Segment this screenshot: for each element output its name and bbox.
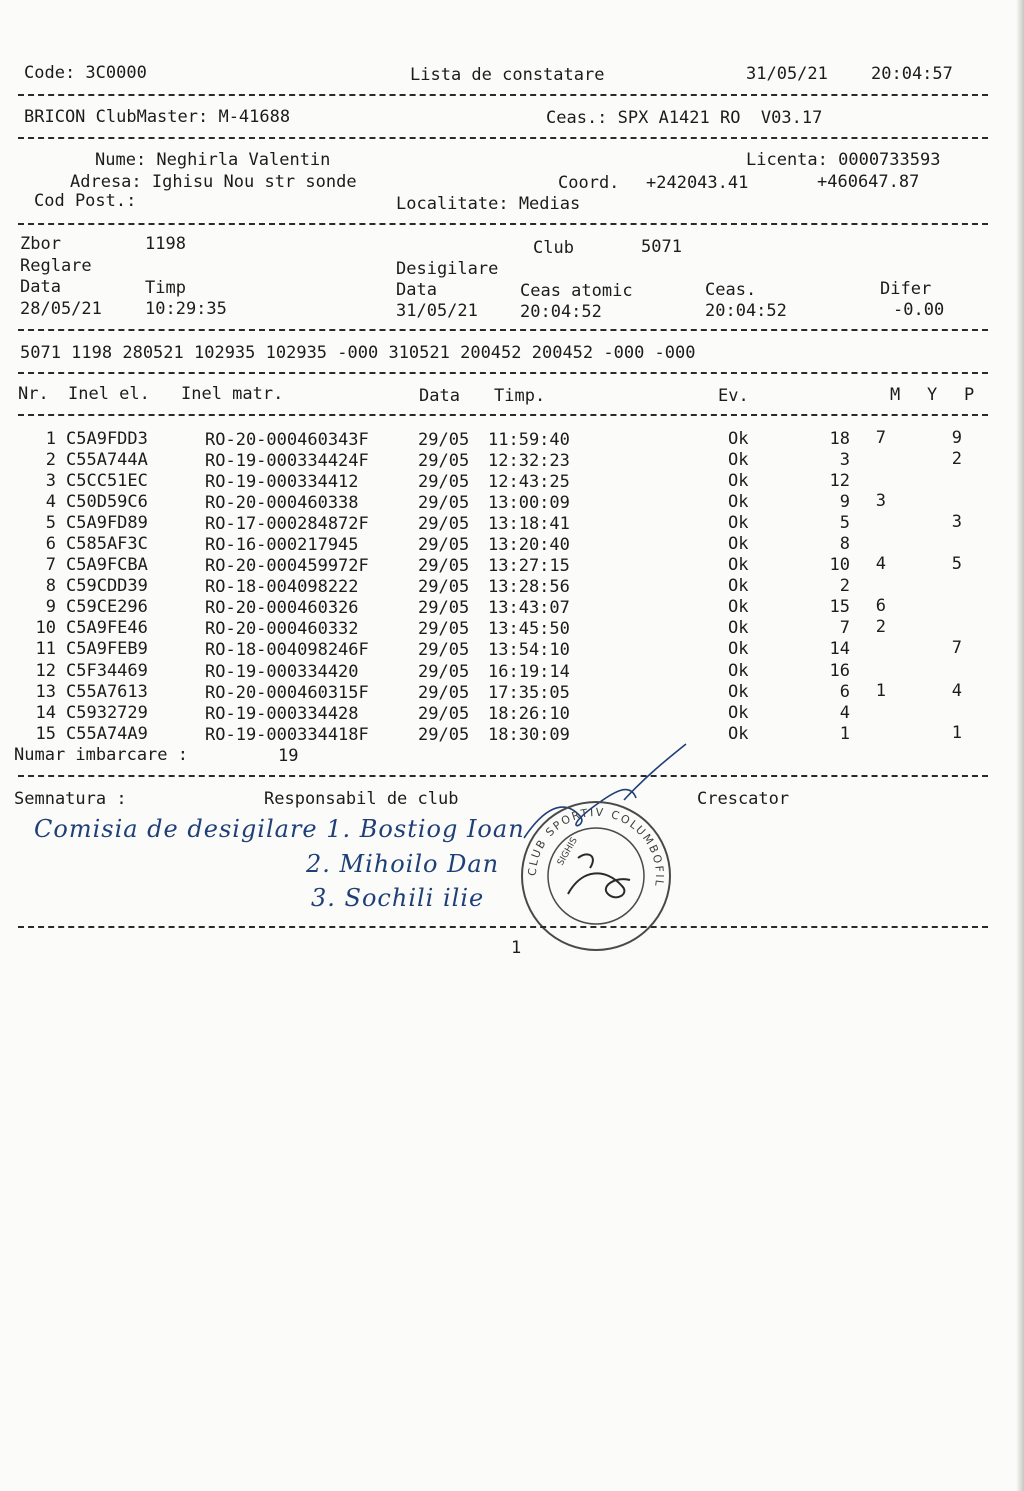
cell-data: 29/05 xyxy=(418,640,470,660)
cell-ev: Ok xyxy=(728,703,749,723)
col-header-timp: Timp. xyxy=(494,386,546,406)
cell-inel-matr: RO-16-000217945 xyxy=(205,535,359,555)
club-number: 5071 xyxy=(641,237,682,257)
desigilare-date: 31/05/21 xyxy=(396,301,478,321)
coord-y: +460647.87 xyxy=(817,172,920,192)
flight-label: Zbor xyxy=(20,234,61,254)
cell-ev: Ok xyxy=(728,724,749,744)
col-header-y: Y xyxy=(927,385,938,405)
cell-ev: Ok xyxy=(728,450,749,470)
cell-inel-matr: RO-20-000460315F xyxy=(205,683,369,703)
cell-inel-el: C5A9FE46 xyxy=(66,618,148,638)
cell-nr: 6 xyxy=(45,534,56,554)
cell-m: 18 xyxy=(829,429,850,449)
cell-m: 15 xyxy=(829,597,850,617)
document-title: Lista de constatare xyxy=(410,65,605,85)
cell-ev: Ok xyxy=(728,471,749,491)
clock-time: 20:04:52 xyxy=(705,301,787,321)
cell-p: 2 xyxy=(951,449,962,469)
cell-data: 29/05 xyxy=(418,556,470,576)
cell-m: 7 xyxy=(839,618,850,638)
desigilare-label: Desigilare xyxy=(396,259,499,279)
club-label: Club xyxy=(533,238,574,258)
cell-nr: 8 xyxy=(45,576,56,596)
cell-nr: 14 xyxy=(35,703,56,723)
cell-inel-el: C55A744A xyxy=(66,450,148,470)
cell-inel-el: C5F34469 xyxy=(66,661,148,681)
cell-inel-matr: RO-19-000334418F xyxy=(205,725,369,745)
handwritten-committee-line2: 2. Mihoilo Dan xyxy=(306,850,500,878)
cell-m: 10 xyxy=(829,555,850,575)
cell-data: 29/05 xyxy=(418,472,470,492)
cell-timp: 13:28:56 xyxy=(488,577,570,597)
desigilare-date-label: Data xyxy=(396,280,437,300)
cell-inel-el: C5A9FDD3 xyxy=(66,429,148,449)
col-header-inel-matr: Inel matr. xyxy=(181,384,284,404)
cell-y: 2 xyxy=(875,617,886,637)
cell-ev: Ok xyxy=(728,597,749,617)
cell-timp: 13:00:09 xyxy=(488,493,570,513)
cell-nr: 4 xyxy=(45,492,56,512)
cell-nr: 2 xyxy=(45,450,56,470)
cell-ev: Ok xyxy=(728,618,749,638)
cell-data: 29/05 xyxy=(418,619,470,639)
flight-code-line: 5071 1198 280521 102935 102935 -000 310521 200452 200452 -000 -000 xyxy=(20,343,696,363)
cell-nr: 15 xyxy=(35,724,56,744)
cell-nr: 13 xyxy=(35,682,56,702)
cell-ev: Ok xyxy=(728,555,749,575)
cell-inel-el: C5A9FCBA xyxy=(66,555,148,575)
cell-ev: Ok xyxy=(728,534,749,554)
coord-label: Coord. xyxy=(558,173,620,193)
signature-label: Semnatura : xyxy=(14,789,127,809)
cell-inel-el: C55A74A9 xyxy=(66,724,148,744)
atomic-clock-time: 20:04:52 xyxy=(520,302,602,322)
cell-y: 7 xyxy=(875,428,886,448)
cell-timp: 13:20:40 xyxy=(488,535,570,555)
cell-data: 29/05 xyxy=(418,704,470,724)
divider xyxy=(18,94,988,96)
cell-inel-el: C50D59C6 xyxy=(66,492,148,512)
cell-data: 29/05 xyxy=(418,598,470,618)
licence-number: Licenta: 0000733593 xyxy=(746,150,941,170)
club-responsible-label: Responsabil de club xyxy=(264,789,459,809)
cell-inel-matr: RO-20-000460338 xyxy=(205,493,359,513)
cell-timp: 13:43:07 xyxy=(488,598,570,618)
cell-inel-matr: RO-19-000334420 xyxy=(205,662,359,682)
cell-m: 2 xyxy=(839,576,850,596)
postal-code-label: Cod Post.: xyxy=(34,191,137,211)
header-time: 20:04:57 xyxy=(871,64,953,84)
code-label: Code: 3C0000 xyxy=(24,63,147,83)
cell-p: 3 xyxy=(951,512,962,532)
cell-p: 7 xyxy=(951,638,962,658)
cell-p: 4 xyxy=(951,681,962,701)
cell-nr: 3 xyxy=(45,471,56,491)
cell-timp: 18:26:10 xyxy=(488,704,570,724)
cell-m: 6 xyxy=(839,682,850,702)
cell-ev: Ok xyxy=(728,639,749,659)
cell-timp: 13:18:41 xyxy=(488,514,570,534)
cell-nr: 5 xyxy=(45,513,56,533)
col-header-inel-el: Inel el. xyxy=(68,384,150,404)
cell-y: 3 xyxy=(875,491,886,511)
cell-y: 1 xyxy=(875,681,886,701)
stamp-ring-text: CLUB SPORTIV COLUMBOFIL xyxy=(525,805,667,889)
coord-x: +242043.41 xyxy=(646,173,749,193)
boarding-count-value: 19 xyxy=(278,746,299,766)
col-header-nr: Nr. xyxy=(18,384,49,404)
cell-inel-el: C585AF3C xyxy=(66,534,148,554)
cell-y: 4 xyxy=(875,554,886,574)
col-header-ev: Ev. xyxy=(718,386,749,406)
owner-name: Nume: Neghirla Valentin xyxy=(95,150,331,170)
cell-nr: 1 xyxy=(45,429,56,449)
cell-inel-el: C5932729 xyxy=(66,703,148,723)
divider xyxy=(18,414,988,416)
boarding-count-label: Numar imbarcare : xyxy=(14,745,188,765)
cell-inel-matr: RO-20-000460332 xyxy=(205,619,359,639)
locality: Localitate: Medias xyxy=(396,194,581,214)
cell-timp: 12:32:23 xyxy=(488,451,570,471)
reglare-label: Reglare xyxy=(20,256,92,276)
reglare-date-label: Data xyxy=(20,277,61,297)
club-stamp xyxy=(518,798,674,954)
cell-ev: Ok xyxy=(728,682,749,702)
cell-ev: Ok xyxy=(728,576,749,596)
col-header-p: P xyxy=(964,385,975,405)
cell-ev: Ok xyxy=(728,429,749,449)
divider xyxy=(18,223,988,225)
cell-m: 12 xyxy=(829,471,850,491)
cell-inel-matr: RO-18-004098222 xyxy=(205,577,359,597)
stamp-inner-text: SIGHIS xyxy=(555,836,580,868)
cell-timp: 17:35:05 xyxy=(488,683,570,703)
cell-data: 29/05 xyxy=(418,493,470,513)
cell-m: 14 xyxy=(829,639,850,659)
cell-inel-el: C55A7613 xyxy=(66,682,148,702)
clubmaster-label: BRICON ClubMaster: M-41688 xyxy=(24,107,291,127)
col-header-m: M xyxy=(890,385,901,405)
divider xyxy=(18,329,988,331)
cell-data: 29/05 xyxy=(418,683,470,703)
cell-inel-matr: RO-20-000459972F xyxy=(205,556,369,576)
cell-m: 1 xyxy=(839,724,850,744)
divider xyxy=(18,372,988,374)
cell-m: 9 xyxy=(839,492,850,512)
cell-data: 29/05 xyxy=(418,725,470,745)
reglare-time-label: Timp xyxy=(145,278,186,298)
cell-data: 29/05 xyxy=(418,577,470,597)
cell-nr: 12 xyxy=(35,661,56,681)
cell-timp: 13:54:10 xyxy=(488,640,570,660)
cell-data: 29/05 xyxy=(418,451,470,471)
difference-label: Difer xyxy=(880,279,932,299)
cell-m: 8 xyxy=(839,534,850,554)
cell-timp: 18:30:09 xyxy=(488,725,570,745)
cell-inel-matr: RO-19-000334428 xyxy=(205,704,359,724)
breeder-label: Crescator xyxy=(697,789,790,809)
owner-address: Adresa: Ighisu Nou str sonde xyxy=(70,172,357,192)
atomic-clock-label: Ceas atomic xyxy=(520,281,633,301)
page-number: 1 xyxy=(511,938,522,958)
cell-y: 6 xyxy=(875,596,886,616)
cell-m: 5 xyxy=(839,513,850,533)
cell-inel-el: C5CC51EC xyxy=(66,471,148,491)
cell-timp: 16:19:14 xyxy=(488,662,570,682)
cell-p: 1 xyxy=(951,723,962,743)
cell-inel-matr: RO-18-004098246F xyxy=(205,640,369,660)
cell-inel-matr: RO-19-000334424F xyxy=(205,451,369,471)
flight-number: 1198 xyxy=(145,234,186,254)
cell-inel-matr: RO-20-000460326 xyxy=(205,598,359,618)
header-date: 31/05/21 xyxy=(746,64,828,84)
cell-timp: 13:27:15 xyxy=(488,556,570,576)
cell-inel-el: C59CE296 xyxy=(66,597,148,617)
cell-timp: 11:59:40 xyxy=(488,430,570,450)
cell-inel-matr: RO-20-000460343F xyxy=(205,430,369,450)
page-edge-shadow xyxy=(1016,0,1024,1491)
cell-inel-el: C59CDD39 xyxy=(66,576,148,596)
cell-timp: 13:45:50 xyxy=(488,619,570,639)
cell-data: 29/05 xyxy=(418,662,470,682)
cell-p: 9 xyxy=(951,428,962,448)
cell-ev: Ok xyxy=(728,661,749,681)
difference-value: -0.00 xyxy=(893,300,945,320)
cell-inel-matr: RO-19-000334412 xyxy=(205,472,359,492)
cell-data: 29/05 xyxy=(418,514,470,534)
cell-inel-el: C5A9FD89 xyxy=(66,513,148,533)
svg-text:CLUB SPORTIV COLUMBOFIL xyxy=(526,806,666,889)
col-header-data: Data xyxy=(419,386,460,406)
cell-nr: 10 xyxy=(35,618,56,638)
handwritten-committee-line3: 3. Sochili ilie xyxy=(311,884,485,912)
reglare-time: 10:29:35 xyxy=(145,299,227,319)
clock-label: Ceas.: SPX A1421 RO V03.17 xyxy=(546,108,823,128)
cell-inel-el: C5A9FEB9 xyxy=(66,639,148,659)
cell-m: 3 xyxy=(839,450,850,470)
handwritten-committee-line1: Comisia de desigilare 1. Bostiog Ioan xyxy=(34,815,525,843)
clock-column-label: Ceas. xyxy=(705,280,757,300)
cell-nr: 11 xyxy=(35,639,56,659)
divider xyxy=(18,926,988,928)
cell-ev: Ok xyxy=(728,513,749,533)
cell-nr: 9 xyxy=(45,597,56,617)
cell-inel-matr: RO-17-000284872F xyxy=(205,514,369,534)
cell-p: 5 xyxy=(951,554,962,574)
cell-timp: 12:43:25 xyxy=(488,472,570,492)
cell-data: 29/05 xyxy=(418,535,470,555)
divider xyxy=(18,137,988,139)
cell-data: 29/05 xyxy=(418,430,470,450)
reglare-date: 28/05/21 xyxy=(20,299,102,319)
cell-nr: 7 xyxy=(45,555,56,575)
cell-m: 4 xyxy=(839,703,850,723)
cell-ev: Ok xyxy=(728,492,749,512)
cell-m: 16 xyxy=(829,661,850,681)
